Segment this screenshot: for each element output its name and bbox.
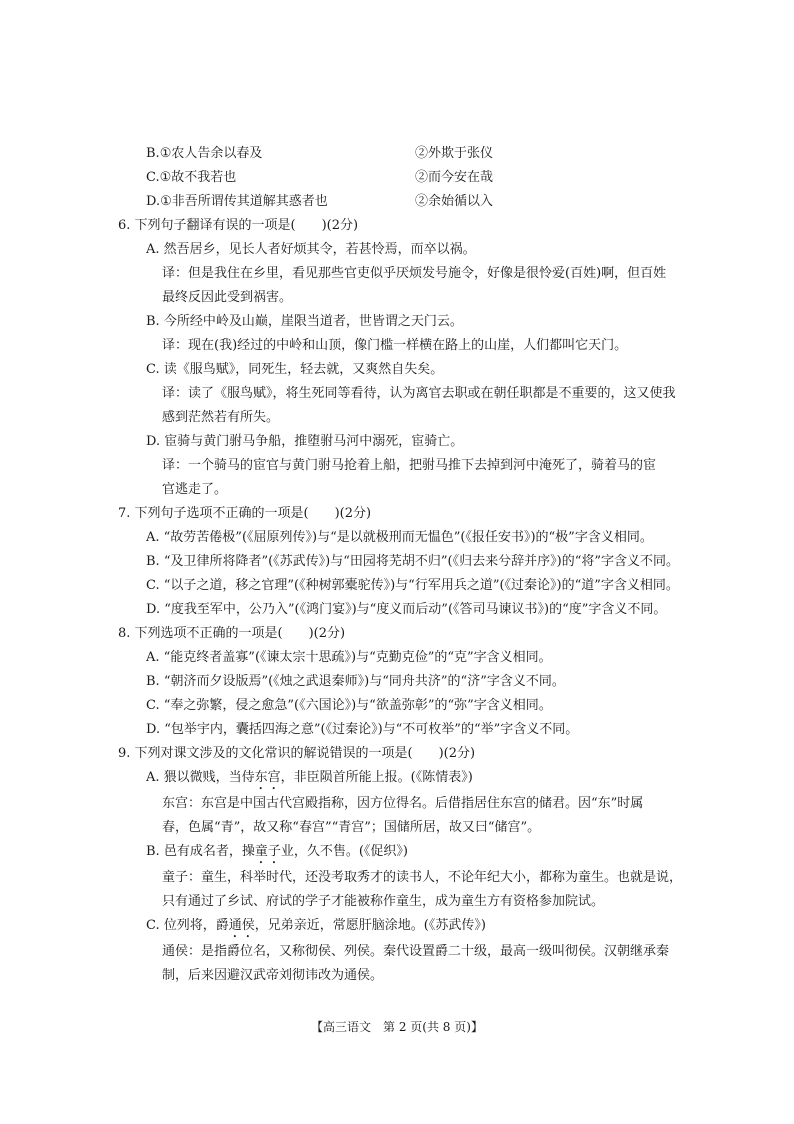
emphasized-term: 通侯 [228,918,255,933]
question-9-option-a: A. 猥以微贱，当侍东宫，非臣陨首所能上报。(《陈情表》) [146,770,473,785]
question-6-option-c-translation-cont: 感到茫然若有所失。 [162,410,280,425]
question-9-option-a-explanation-cont: 春，色属“青”，故又称“春宫”“青宫”；国储所居，故又曰“储宫”。 [162,820,541,835]
prev-option-c: C.①故不我若也 [146,170,237,185]
question-7-option-d: D. “度我至军中，公乃入”(《鸿门宴》)与“度义而后动”(《答司马谏议书》)的“度”字含义不同。 [146,602,667,617]
question-8-option-a: A. “能克终者盖寡”(《谏太宗十思疏》)与“克勤克俭”的“克”字含义相同。 [146,650,552,665]
emphasized-term: 东宫 [254,770,281,785]
question-6-option-d-translation-cont: 官逃走了。 [162,482,228,497]
emphasized-term: 童子 [254,844,281,859]
question-9-option-b-explanation: 童子：童生，科举时代，还没考取秀才的读书人，不论年纪大小，都称为童生。也就是说， [162,870,683,885]
question-9-option-b: B. 邑有成名者，操童子业，久不售。(《促织》) [146,844,408,859]
question-6-option-d: D. 宦骑与黄门驸马争船，推堕驸马河中溺死，宦骑亡。 [146,434,464,449]
question-6-option-a-translation-cont: 最终反因此受到祸害。 [162,290,293,305]
question-9-option-c-explanation: 通侯：是指爵位名，又称彻侯、列侯。秦代设置爵二十级，最高一级叫彻侯。汉朝继承秦 [162,944,670,959]
question-7-stem: 7. 下列句子选项不正确的一项是( )(2分) [118,506,372,521]
question-6-option-b-translation: 译：现在(我)经过的中岭和山顶，像门槛一样横在路上的山崖，人们都叫它天门。 [162,338,628,353]
question-6-option-a: A. 然吾居乡，见长人者好烦其令，若甚怜焉，而卒以祸。 [146,242,476,257]
question-6-option-b: B. 今所经中岭及山巅，崖限当道者，世皆谓之天门云。 [146,314,463,329]
question-8-stem: 8. 下列选项不正确的一项是( )(2分) [118,626,346,641]
prev-option-c-second: ②而今安在哉 [415,170,494,185]
question-7-option-a: A. “故劳苦倦极”(《屈原列传》)与“是以就极刑而无愠色”(《报任安书》)的“极”字含义相同。 [146,530,653,545]
question-6-option-c: C. 读《服鸟赋》，同死生，轻去就，又爽然自失矣。 [146,362,444,377]
question-8-option-d: D. “包举宇内，囊括四海之意”(《过秦论》)与“不可枚举”的“举”字含义不同。 [146,722,579,737]
prev-option-b-second: ②外欺于张仪 [415,146,494,161]
page-footer: 【高三语文 第 2 页(共 8 页)】 [311,1020,483,1034]
prev-option-d: D.①非吾所谓传其道解其惑者也 [146,194,328,209]
question-9-stem: 9. 下列对课文涉及的文化常识的解说错误的一项是( )(2分) [118,746,476,761]
question-8-option-c: C. “奉之弥繁，侵之愈急”(《六国论》)与“欲盖弥彰”的“弥”字含义相同。 [146,698,552,713]
prev-option-d-second: ②余始循以入 [415,194,494,209]
question-9-option-b-explanation-cont: 只有通过了乡试、府试的学子才能被称作童生，成为童生方有资格参加院试。 [162,894,605,909]
question-9-option-c-explanation-cont: 制，后来因避汉武帝刘彻讳改为通侯。 [162,968,384,983]
question-6-option-d-translation: 译：一个骑马的宦官与黄门驸马抢着上船，把驸马推下去掉到河中淹死了，骑着马的宦 [162,458,657,473]
prev-option-b: B.①农人告余以春及 [146,146,263,161]
question-9-option-a-explanation: 东宫：东宫是中国古代宫殿指称，因方位得名。后借指居住东宫的储君。因“东”时属 [162,796,644,811]
question-7-option-c: C. “以子之道，移之官理”(《种树郭橐驼传》)与“行军用兵之道”(《过秦论》)的“道”字含义相同。 [146,578,679,593]
question-6-option-a-translation: 译：但是我住在乡里，看见那些官吏似乎厌烦发号施令，好像是很怜爱(百姓)啊，但百姓 [162,266,667,281]
question-8-option-b: B. “朝济而夕设版焉”(《烛之武退秦师》)与“同舟共济”的“济”字含义不同。 [146,674,565,689]
question-7-option-b: B. “及卫律所将降者”(《苏武传》)与“田园将芜胡不归”(《归去来兮辞并序》)的“将”字含义不同。 [146,554,679,569]
question-9-option-c: C. 位列将，爵通侯，兄弟亲近，常愿肝脑涂地。(《苏武传》) [146,918,486,933]
question-6-option-c-translation: 译：读了《服鸟赋》，将生死同等看待，认为离官去职或在朝任职都是不重要的，这又使我 [162,386,676,401]
question-6-stem: 6. 下列句子翻译有误的一项是( )(2分) [118,218,359,233]
